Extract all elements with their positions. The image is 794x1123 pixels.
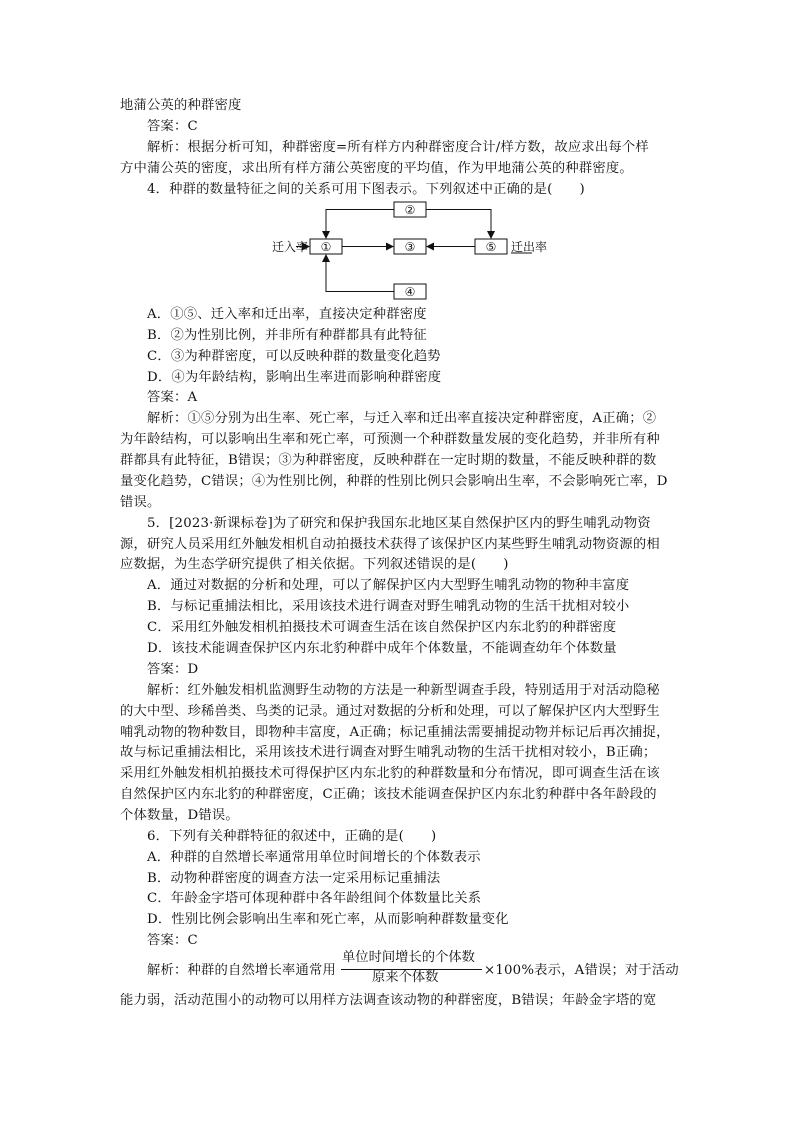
immigration-label: 迁入率 (272, 240, 309, 254)
text-line: 群都具有此特征，B错误；③为种群密度，反映种群在一定时期的数量，不能反映种群的数 (120, 453, 657, 468)
text-line: 采用红外触发相机拍摄技术可得保护区内东北豹的种群数量和分布情况，即可调查生活在该 (120, 766, 660, 781)
text-line: 解析：种群的自然增长率通常用 (147, 963, 336, 978)
text-line: 应数据，为生态学研究提供了相关依据。下列叙述错误的是( ) (120, 557, 509, 572)
population-feature-diagram (270, 198, 550, 304)
label-3: ③ (404, 240, 416, 254)
fraction-denominator: 原来个体数 (372, 970, 439, 985)
option-d: D．该技术能调查保护区内东北豹种群中成年个体数量，不能调查幼年个体数量 (147, 641, 617, 656)
option-c: C．年龄金字塔可体现种群中各年龄组间个体数量比关系 (147, 891, 482, 906)
question-6: 6．下列有关种群特征的叙述中，正确的是( ) (147, 829, 437, 844)
text-line: 哺乳动物的物种数目，即物种丰富度，A正确；标记重捕法需要捕捉动物并标记后再次捕捉， (120, 725, 670, 740)
label-2: ② (404, 203, 416, 217)
option-c: C．③为种群密度，可以反映种群的数量变化趋势 (147, 349, 441, 364)
answer-line: 答案：D (147, 662, 199, 677)
text-line: 解析：①⑤分别为出生率、死亡率，与迁入率和迁出率直接决定种群密度，A正确；② (147, 411, 657, 426)
text-line: 能力弱，活动范围小的动物可以用样方法调查该动物的种群密度，B错误；年龄金字塔的宽 (120, 993, 657, 1008)
option-a: A．种群的自然增长率通常用单位时间增长的个体数表示 (147, 850, 481, 865)
option-b: B．与标记重捕法相比，采用该技术进行调查对野生哺乳动物的生活干扰相对较小 (147, 599, 630, 614)
text-line: 个体数量，D错误。 (120, 808, 239, 823)
label-5: ⑤ (485, 240, 497, 254)
option-d: D．④为年龄结构，影响出生率进而影响种群密度 (147, 370, 442, 385)
option-c: C．采用红外触发相机拍摄技术可调查生活在该自然保护区内东北豹的种群密度 (147, 620, 617, 635)
text-line: 为年龄结构，可以影响出生率和死亡率，可预测一个种群数量发展的变化趋势，并非所有种 (120, 432, 660, 447)
option-a: A．通过对数据的分析和处理，可以了解保护区内大型野生哺乳动物的物种丰富度 (147, 578, 630, 593)
label-4: ④ (404, 285, 416, 299)
answer-line: 答案：C (147, 933, 198, 948)
text-line: 量变化趋势，C错误；④为性别比例，种群的性别比例只会影响出生率，不会影响死亡率，D (120, 474, 668, 489)
arrow-2-5 (426, 210, 491, 239)
option-a: A．①⑤、迁入率和迁出率，直接决定种群密度 (147, 307, 427, 322)
arrow-2-1 (326, 210, 394, 239)
question-4: 4．种群的数量特征之间的关系可用下图表示。下列叙述中正确的是( ) (147, 182, 585, 197)
text-line: 方中蒲公英的密度，求出所有样方蒲公英密度的平均值，作为甲地蒲公英的种群密度。 (120, 161, 633, 176)
label-1: ① (320, 240, 332, 254)
text-line: 解析：根据分析可知，种群密度=所有样方内种群密度合计/样方数，故应求出每个样 (147, 140, 649, 155)
text-line: 故与标记重捕法相比，采用该技术进行调查对野生哺乳动物的生活干扰相对较小，B正确； (120, 745, 657, 760)
option-b: B．②为性别比例，并非所有种群都具有此特征 (147, 328, 427, 343)
text-line: 错误。 (120, 495, 161, 510)
emigration-label: 迁出率 (511, 240, 548, 254)
fraction-numerator: 单位时间增长的个体数 (342, 950, 475, 965)
answer-line: 答案：C (147, 119, 198, 134)
question-5: 5．[2023·新课标卷]为了研究和保护我国东北地区某自然保护区内的野生哺乳动物资 (147, 516, 651, 531)
text-line: ×100%表示，A错误；对于活动 (484, 963, 679, 978)
text-line: 自然保护区内东北豹的种群密度，C正确；该技术能调查保护区内东北豹种群中各年龄段的 (120, 787, 657, 802)
option-d: D．性别比例会影响出生率和死亡率，从而影响种群数量变化 (147, 912, 509, 927)
text-line: 的大中型、珍稀兽类、鸟类的记录。通过对数据的分析和处理，可以了解保护区内大型野生 (120, 704, 660, 719)
text-line: 地蒲公英的种群密度 (120, 98, 242, 113)
option-b: B．动物种群密度的调查方法一定采用标记重捕法 (147, 871, 441, 886)
arrow-4-1 (326, 255, 394, 292)
text-line: 源，研究人员采用红外触发相机自动拍摄技术获得了该保护区内某些野生哺乳动物资源的相 (120, 537, 660, 552)
text-line: 解析：红外触发相机监测野生动物的方法是一种新型调查手段，特别适用于对活动隐秘 (147, 683, 660, 698)
answer-line: 答案：A (147, 390, 198, 405)
